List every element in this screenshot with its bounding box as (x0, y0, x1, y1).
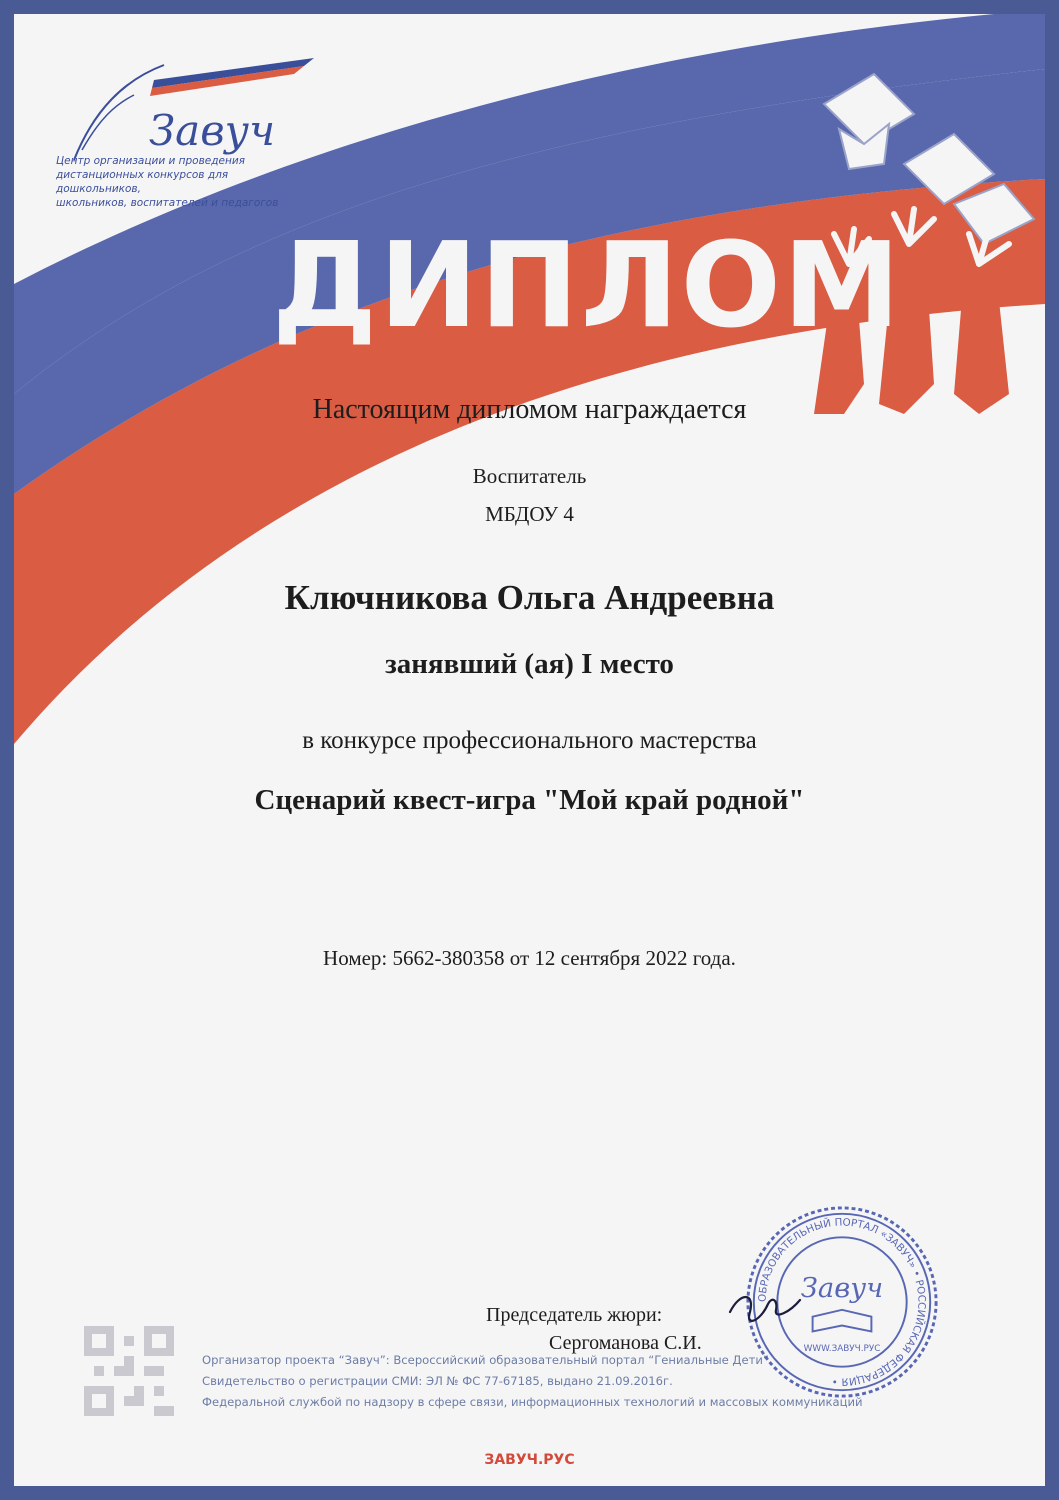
work-title: Сценарий квест-игра "Мой край родной" (254, 784, 805, 816)
place-text: занявший (ая) I место (385, 648, 674, 680)
logo-caption (56, 154, 296, 210)
recipient-organization: МБДОУ 4 (485, 502, 574, 526)
legal-line: Федеральной службой по надзору в сфере связи, информационных технологий и массовых коммуникаций (202, 1395, 863, 1409)
recipient-name: Ключникова Ольга Андреевна (284, 578, 775, 617)
svg-text:WWW.ЗАВУЧ.РУС: WWW.ЗАВУЧ.РУС (803, 1344, 881, 1354)
qr-code-icon (84, 1326, 174, 1416)
jury-label: Председатель жюри: (486, 1304, 663, 1326)
diploma-number: Номер: 5662-380358 от 12 сентября 2022 года. (323, 946, 736, 970)
logo-caption-line: школьников, воспитателей и педагогов (56, 197, 279, 209)
legal-line: Организатор проекта “Завуч”: Всероссийский образовательный портал “Гениальные Дети” (202, 1353, 769, 1367)
logo-caption-line: дистанционных конкурсов для дошкольников, (56, 169, 229, 195)
awarded-text: Настоящим дипломом награждается (312, 394, 747, 425)
contest-line: в конкурсе профессионального мастерства (302, 727, 757, 754)
recipient-position: Воспитатель (472, 464, 587, 488)
signature (720, 1282, 810, 1332)
svg-text:Завуч: Завуч (800, 1273, 884, 1305)
jury-name: Сергоманова С.И. (549, 1332, 702, 1354)
svg-text:ОБРАЗОВАТЕЛЬНЫЙ ПОРТАЛ «ЗАВУЧ»: ОБРАЗОВАТЕЛЬНЫЙ ПОРТАЛ «ЗАВУЧ» • РОССИЙСКАЯ ФЕДЕРАЦИЯ • (756, 1216, 928, 1388)
diploma-sheet (14, 14, 1045, 1486)
site-link[interactable]: ЗАВУЧ.РУС (484, 1452, 575, 1468)
diploma-title: ДИПЛОМ (272, 216, 903, 354)
logo-caption-line: Центр организации и проведения (56, 155, 245, 167)
svg-text:Завуч: Завуч (149, 106, 276, 155)
legal-line: Свидетельство о регистрации СМИ: ЭЛ № ФС 77-67185, выдано 21.09.2016г. (202, 1374, 673, 1388)
